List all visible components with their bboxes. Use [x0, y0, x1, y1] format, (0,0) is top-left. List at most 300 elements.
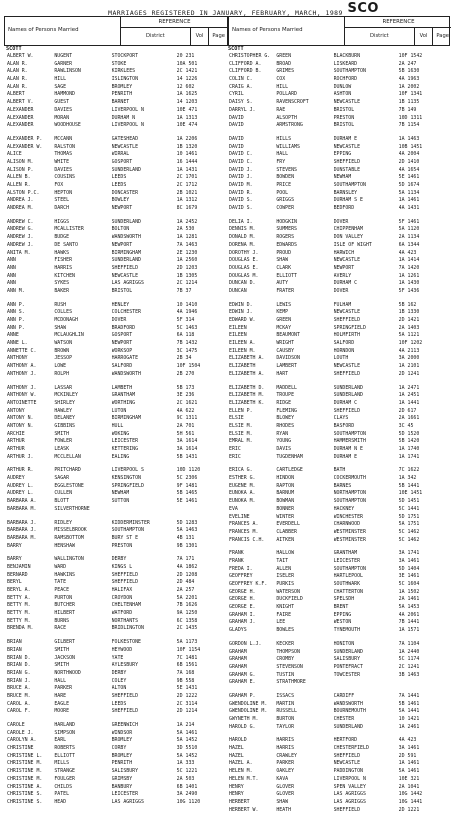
register-entry	[4, 722, 226, 730]
entry-volume-page: 7B 1626	[176, 602, 198, 609]
entry-forename: GRAHAM E.	[229, 679, 256, 686]
register-entry	[4, 602, 226, 610]
entry-district: WINCHESTER	[333, 513, 364, 520]
entry-spouse-surname: TUGDENHAM	[276, 453, 303, 460]
entry-district: HAMMERSMITH	[333, 438, 366, 445]
entry-forename: FRANK	[229, 557, 244, 564]
register-entry	[226, 537, 448, 545]
entry-spouse-surname: THOMPSON	[276, 648, 300, 655]
entry-forename: CRAIG A.	[229, 83, 253, 90]
register-entry	[226, 454, 448, 462]
entry-spouse-surname: NUGENT	[54, 53, 73, 59]
entry-forename: CHRISTINE S.	[7, 791, 43, 798]
entry-forename: ANDREA J.	[7, 197, 34, 204]
entry-forename: ALBERT V.	[7, 99, 34, 106]
entry-volume-page: 6C 1358	[176, 617, 198, 624]
register-entry	[226, 115, 448, 123]
entry-volume-page: 5C 1604	[398, 581, 420, 587]
entry-volume-page: 5A 1441	[398, 708, 420, 715]
register-entry	[4, 400, 226, 408]
entry-forename: CHRISTINE	[7, 745, 34, 752]
entry-spouse-surname: ISSACS	[276, 692, 295, 699]
entry-forename: BRIAN J.	[7, 677, 31, 684]
entry-volume-page: 5H 561	[176, 430, 195, 437]
entry-district: WORTHING	[111, 399, 136, 406]
entry-volume-page: 9B 1301	[176, 542, 198, 549]
register-entry	[4, 415, 226, 423]
entry-forename: ANN P.	[7, 324, 25, 331]
entry-spouse-surname: BUDGE	[54, 234, 70, 241]
entry-forename: GWENDOLINE M.	[229, 708, 268, 715]
entry-forename: GEOFFREY	[229, 573, 253, 580]
register-entry	[4, 99, 226, 107]
entry-district: LAMBETH	[111, 384, 133, 391]
register-entry	[4, 190, 226, 198]
entry-district: LAS AGRIGGS	[333, 791, 366, 798]
entry-district: HORNDON	[333, 347, 355, 354]
entry-district: SOUTHAMPTON	[333, 498, 366, 505]
register-entry	[4, 655, 226, 663]
entry-volume-page: 5D 1520	[398, 430, 420, 437]
entry-volume-page: 1A 1431	[176, 166, 198, 173]
entry-district: YATE	[111, 654, 124, 661]
entry-volume-page: 1A 2440	[398, 648, 420, 655]
entry-volume-page: 7B 1441	[398, 619, 420, 626]
entry-spouse-surname: KAVA	[276, 775, 289, 782]
entry-district: BRENT	[333, 604, 349, 611]
entry-district: DURHAM C	[333, 280, 358, 287]
entry-forename: BETTY A.	[7, 594, 31, 601]
entry-forename: ELIZABETH D.	[229, 384, 265, 391]
entry-spouse-surname: WHITE	[54, 158, 70, 165]
entry-forename: ANDREW J.	[7, 234, 34, 241]
register-columns	[4, 45, 448, 813]
entry-district: SHEFFIELD	[111, 579, 139, 586]
entry-spouse-surname: STRATHMORE	[276, 679, 306, 686]
entry-spouse-surname: HART	[276, 370, 289, 377]
entry-forename: ANN	[7, 264, 16, 271]
entry-spouse-surname: GREEN	[276, 53, 292, 59]
register-entry	[4, 506, 226, 514]
entry-district: DERBY	[111, 556, 127, 563]
entry-district: SHEFFIELD	[333, 317, 361, 323]
entry-forename: CHRISTINE M.	[7, 775, 43, 782]
entry-spouse-surname: GARNER	[54, 60, 73, 67]
entry-spouse-surname: ALLEN	[276, 565, 292, 572]
entry-district: GATESHEAD	[111, 135, 139, 142]
register-entry	[226, 467, 448, 475]
entry-spouse-surname: MILLS	[54, 760, 70, 767]
entry-volume-page: 6A 1344	[398, 241, 420, 248]
entry-district: BRISTOL	[333, 122, 355, 129]
entry-spouse-surname: BROAD	[276, 60, 292, 67]
entry-volume-page: 2D 484	[176, 579, 195, 586]
register-entry	[4, 527, 226, 535]
entry-volume-page: 9B 558	[176, 677, 195, 684]
entry-district: BEDFORD	[333, 205, 355, 212]
entry-spouse-surname: OAKLEY	[276, 768, 295, 775]
entry-district: LAS AGRIGGS	[111, 798, 144, 805]
register-entry	[226, 250, 448, 258]
entry-forename: ALEXANDER	[7, 106, 34, 113]
entry-district: SOUTHAMPTON	[333, 68, 366, 75]
entry-district: BLACKBURN	[333, 53, 361, 59]
register-entry	[226, 760, 448, 768]
register-entry	[4, 250, 226, 258]
entry-district: HERTFORD	[333, 737, 358, 744]
entry-district: SUTTON	[111, 498, 130, 505]
entry-district: DUNSTABLE	[333, 166, 361, 173]
entry-district: SHEFFIELD	[333, 806, 361, 813]
register-entry	[226, 325, 448, 333]
entry-district: GOSPORT	[111, 332, 133, 339]
entry-forename: ARCHIE	[7, 430, 25, 437]
entry-district: SUNDERLAND	[333, 392, 364, 399]
register-entry	[4, 467, 226, 475]
entry-forename: ALISON M.	[7, 158, 34, 165]
entry-forename: BRIAN	[7, 646, 22, 653]
entry-volume-page: 10F 1202	[398, 340, 423, 347]
entry-volume-page: 2A 503	[176, 775, 195, 782]
entry-volume-page: 2B 1021	[176, 189, 198, 196]
entry-volume-page: 5D 1404	[398, 565, 420, 572]
entry-spouse-surname: GREEN	[276, 317, 292, 323]
register-entry	[4, 543, 226, 551]
names-label: Names of Persons Married	[8, 27, 79, 33]
entry-spouse-surname: FOWLER	[54, 438, 73, 445]
entry-forename: ANDREW G.	[7, 226, 34, 233]
entry-volume-page: 4A 1654	[398, 166, 420, 173]
entry-volume-page: 10G 1441	[398, 798, 423, 805]
entry-spouse-surname: POLLARD	[276, 91, 297, 98]
entry-spouse-surname: CLARK	[276, 264, 292, 271]
reference-subheads	[121, 28, 228, 45]
entry-forename: GRAHAM G.	[229, 671, 256, 678]
entry-volume-page: 2C 1621	[176, 399, 198, 406]
entry-volume-page: 2D 617	[398, 407, 417, 414]
register-entry	[226, 53, 448, 61]
register-entry	[4, 122, 226, 130]
entry-spouse-surname: DELANEY	[54, 415, 75, 422]
entry-spouse-surname: FOX	[54, 182, 64, 188]
register-entry	[4, 348, 226, 356]
entry-forename: EILEEN	[229, 324, 247, 331]
entry-forename: ELIZABETH K.	[229, 399, 265, 406]
entry-forename: ANDREW C.	[7, 218, 34, 225]
entry-volume-page: 1A 1414	[398, 257, 420, 264]
entry-volume-page: 3A 2490	[176, 791, 198, 798]
register-entry	[226, 265, 448, 273]
register-entry	[226, 619, 448, 627]
entry-forename: BRUCE M.	[7, 692, 31, 699]
register-entry	[4, 273, 226, 281]
entry-spouse-surname: RALSTON	[54, 143, 75, 150]
entry-volume-page: 7B 1154	[398, 122, 420, 129]
entry-district: BARNES	[333, 482, 352, 489]
entry-forename: HENRY	[229, 783, 244, 790]
register-entry	[226, 400, 448, 408]
register-entry	[4, 625, 226, 633]
entry-volume-page: 6A 118	[176, 332, 195, 339]
entry-forename: CLIFFORD A.	[229, 60, 262, 67]
entry-district: PRESTON	[111, 542, 133, 549]
register-entry	[4, 355, 226, 363]
entry-forename: ESTHER G.	[229, 475, 256, 482]
entry-district: SHEFFIELD	[111, 708, 139, 715]
entry-spouse-surname: BROWN	[54, 347, 70, 354]
entry-forename: ALEXANDER W.	[7, 143, 43, 150]
entry-district: DURHAM E	[333, 135, 358, 142]
entry-forename: ELIZABETH A.	[229, 355, 265, 362]
register-entry	[226, 257, 448, 265]
register-entry	[226, 122, 448, 130]
entry-volume-page: 5A 1121	[398, 332, 420, 339]
entry-volume-page: 5A 1452	[176, 737, 198, 744]
entry-spouse-surname: MCALLISTER	[54, 226, 84, 233]
register-entry	[226, 182, 448, 190]
entry-forename: ANTONY	[7, 407, 25, 414]
register-entry	[226, 475, 448, 483]
entry-spouse-surname: KITCHEN	[54, 272, 75, 279]
entry-district: EALING	[111, 453, 130, 460]
entry-district: WESTMINSTER	[333, 528, 366, 535]
entry-volume-page: 1A 2002	[398, 83, 420, 90]
entry-forename: GLADYS	[229, 627, 247, 634]
register-entry	[226, 799, 448, 807]
register-entry	[226, 280, 448, 288]
register-entry	[4, 784, 226, 792]
register-entry	[4, 340, 226, 348]
entry-volume-page: 5C 1462	[398, 536, 420, 543]
entry-volume-page: 5B 173	[176, 384, 195, 391]
entry-district: BURY ST E	[111, 534, 139, 541]
entry-forename: DOUGLAS E.	[229, 264, 259, 271]
entry-forename: DORENA M.	[229, 241, 256, 248]
entry-volume-page: 6B 1401	[176, 783, 198, 790]
entry-district: NEWCASTLE	[333, 309, 361, 316]
entry-forename: ALLEN B.	[7, 174, 31, 181]
entry-volume-page: 1A 1430	[398, 280, 420, 287]
entry-volume-page: 1A 2471	[398, 384, 420, 391]
register-entry	[4, 678, 226, 686]
entry-volume-page: 5A 1751	[398, 521, 420, 528]
entry-spouse-surname: ROGERS	[276, 234, 295, 241]
entry-district: COLEY	[111, 677, 127, 684]
entry-spouse-surname: HILLS	[276, 135, 292, 142]
entry-district: HACKNEY	[333, 505, 355, 512]
entry-volume-page: 5A 1461	[176, 729, 198, 736]
entry-forename: DAVID S.	[229, 205, 253, 212]
entry-forename: ANN	[7, 272, 16, 279]
entry-forename: BERYL	[7, 579, 22, 586]
entry-forename: BARRY	[7, 556, 22, 563]
entry-forename: ALAN R.	[7, 68, 28, 75]
left-column	[4, 45, 226, 805]
entry-spouse-surname: TAYLOR	[276, 723, 295, 730]
entry-forename: DAVID M.	[229, 182, 253, 188]
entry-volume-page: 1A 1502	[398, 588, 420, 595]
entry-forename: BERNARD	[7, 571, 28, 578]
entry-forename: ARTHUR J.	[7, 453, 34, 460]
entry-forename: BRIAN D.	[7, 654, 31, 661]
entry-district: NEWCASTLE	[333, 143, 361, 150]
entry-spouse-surname: MCDONAGH	[54, 317, 78, 323]
register-entry	[226, 656, 448, 664]
entry-forename: ARTHUR R.	[7, 467, 34, 474]
entry-forename: AUDREY L.	[7, 490, 34, 497]
entry-district: FOLKESTONE	[111, 639, 142, 646]
entry-forename: HELEN M.T.	[229, 775, 259, 782]
entry-forename: HAROLD G.	[229, 723, 256, 730]
entry-spouse-surname: WATERSON	[276, 588, 300, 595]
entry-spouse-surname: BLOWEY	[276, 415, 295, 422]
entry-forename: DOUGLAS E.	[229, 257, 259, 264]
entry-forename: EUNOKA A.	[229, 490, 256, 497]
vol-label: Vol	[191, 28, 210, 45]
entry-spouse-surname: STEVENSON	[276, 663, 303, 670]
entry-spouse-surname: DAVIES	[54, 166, 73, 173]
register-entry	[226, 159, 448, 167]
entry-district: NEWCASTLE	[333, 760, 361, 767]
entry-spouse-surname: EGGLESTONE	[54, 482, 84, 489]
register-entry	[4, 392, 226, 400]
register-entry	[4, 520, 226, 528]
entry-spouse-surname: STEEL	[54, 197, 70, 204]
register-entry	[226, 363, 448, 371]
entry-district: WANDSWORTH	[111, 370, 142, 377]
entry-spouse-surname: LEE	[276, 619, 286, 626]
entry-district: NEWHAM	[333, 174, 352, 181]
register-entry	[4, 454, 226, 462]
entry-forename: DAVID J.	[229, 174, 253, 181]
entry-volume-page: 2A 1134	[398, 234, 420, 241]
entry-forename: ANN S.	[7, 309, 25, 316]
register-entry	[226, 581, 448, 589]
entry-forename: ANTHONY J.	[7, 370, 37, 377]
entry-volume-page: 12 602	[176, 83, 195, 90]
entry-forename: ANN	[7, 257, 16, 264]
entry-spouse-surname: HAWKINS	[54, 571, 75, 578]
entry-spouse-surname: PRITCHARD	[54, 467, 81, 474]
entry-district: BARNET	[111, 99, 130, 106]
entry-volume-page: 3A 1461	[398, 745, 420, 752]
entry-forename: ANTHONY J.	[7, 384, 37, 391]
entry-spouse-surname: DAVIS	[276, 446, 292, 452]
register-entry	[4, 498, 226, 506]
entry-spouse-surname: MCKINLEY	[54, 392, 78, 399]
district-label: District	[345, 28, 415, 45]
index-stamp: SCO	[347, 1, 379, 16]
register-entry	[226, 76, 448, 84]
entry-volume-page: 10D 1120	[176, 467, 201, 474]
entry-spouse-surname: KECKER	[276, 640, 295, 647]
entry-forename: AUDREY	[7, 475, 25, 482]
entry-spouse-surname: FISHER	[54, 257, 73, 264]
entry-district: LUTON	[111, 407, 127, 414]
page-label: Page	[212, 33, 225, 39]
entry-volume-page: 2A 1041	[398, 783, 420, 790]
register-entry	[226, 627, 448, 635]
entry-spouse-surname: GIBBINS	[54, 422, 75, 429]
entry-spouse-surname: KEMP	[276, 309, 289, 316]
register-entry	[226, 589, 448, 597]
register-entry	[4, 167, 226, 175]
entry-spouse-surname: SHAW	[54, 324, 67, 331]
entry-spouse-surname: PARKER	[276, 760, 295, 767]
entry-spouse-surname: ARMSTRONG	[276, 122, 303, 129]
entry-volume-page: 2D 1410	[398, 158, 420, 165]
entry-spouse-surname: STEVENS	[276, 166, 297, 173]
register-entry	[226, 701, 448, 709]
register-entry	[4, 564, 226, 572]
entry-volume-page: 3E 236	[176, 392, 195, 399]
entry-forename: ELIZABETH A.	[229, 370, 265, 377]
register-entry	[4, 791, 226, 799]
entry-forename: BRIAN D.	[7, 662, 31, 669]
entry-forename: EDWARD W.	[229, 317, 256, 323]
register-entry	[4, 446, 226, 454]
entry-volume-page: 5B 1441	[398, 482, 420, 489]
entry-district: BIRMINGHAM	[111, 249, 142, 256]
register-entry	[4, 182, 226, 190]
entry-district: NEWHAM	[111, 490, 130, 497]
register-entry	[226, 61, 448, 69]
entry-volume-page: 10 1421	[398, 716, 420, 722]
entry-district: SHEFFIELD	[111, 264, 139, 271]
entry-volume-page: 2A 1403	[398, 324, 420, 331]
entry-spouse-surname: HARE	[54, 692, 67, 699]
entry-district: LIVERPOOL N	[333, 775, 366, 782]
entry-forename: BERYL A.	[7, 587, 31, 593]
entry-forename: ANTHONY	[7, 355, 28, 362]
entry-district: LEICESTER	[333, 557, 361, 564]
entry-district	[112, 506, 177, 514]
entry-district: CHARNWOOD	[333, 521, 361, 528]
reference-label: REFERENCE	[345, 17, 451, 28]
entry-spouse-surname: WOODHOUSE	[54, 122, 81, 129]
entry-district: DONCASTER	[111, 189, 139, 196]
entry-spouse-surname: ROBERTS	[54, 745, 75, 752]
entry-volume-page: 5A 1452	[176, 752, 198, 759]
entry-forename: ERIC	[229, 446, 241, 452]
register-entry	[226, 136, 448, 144]
entry-forename: FRANCES M.	[229, 528, 259, 535]
entry-volume-page: 5C 1174	[398, 656, 420, 663]
entry-volume-page: 3A 1741	[398, 550, 420, 557]
entry-volume-page: 5E 1461	[398, 174, 420, 181]
entry-volume-page: 4B 131	[176, 534, 195, 541]
reference-box	[344, 17, 451, 45]
entry-district: WIRRAL	[111, 151, 130, 158]
entry-forename: EUNOKA M.	[229, 498, 256, 505]
entry-forename: EILEEN	[229, 332, 247, 339]
entry-spouse-surname: HIGGS	[54, 218, 70, 225]
register-entry	[226, 288, 448, 296]
entry-spouse-surname: FOULGER	[54, 775, 75, 782]
register-entry	[4, 325, 226, 333]
entry-district: NEWCASTLE	[333, 363, 361, 370]
entry-forename: ALEXANDER	[7, 114, 34, 121]
register-entry	[226, 219, 448, 227]
register-entry	[4, 205, 226, 213]
entry-district: NEWCASTLE	[111, 143, 139, 150]
entry-spouse-surname: HEAD	[54, 798, 67, 805]
entry-spouse-surname: HEPTON	[54, 189, 73, 196]
entry-volume-page: 4A 2004	[398, 151, 420, 158]
entry-district: SHEFFIELD	[111, 571, 139, 578]
page-title: MARRIAGES REGISTERED IN JANUARY, FEBRUARY, MARCH, 1989	[108, 9, 343, 17]
entry-spouse-surname: PROUD	[276, 249, 292, 256]
